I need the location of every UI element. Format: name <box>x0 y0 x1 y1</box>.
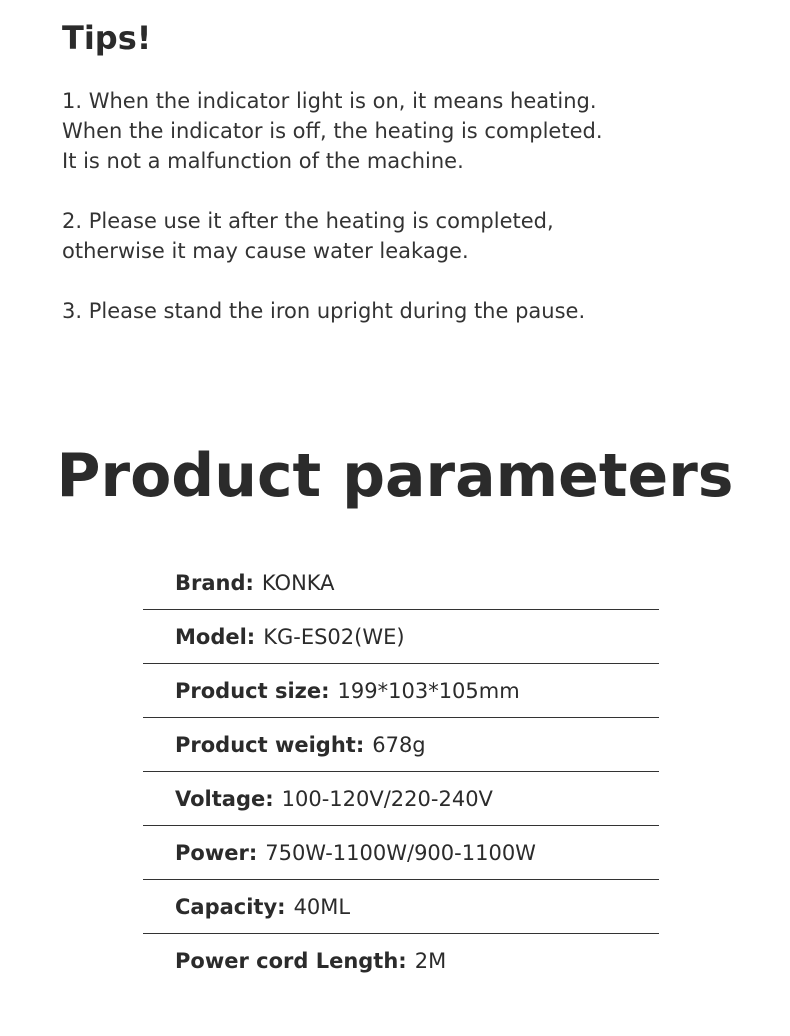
param-label: Power: <box>175 840 258 865</box>
param-row-product-weight <box>143 718 659 772</box>
param-label: Voltage: <box>175 786 274 811</box>
parameters-title: Product parameters <box>56 441 734 511</box>
tip-1-line-2: When the indicator is off, the heating is completed. <box>62 119 603 143</box>
tips-body <box>62 86 762 326</box>
param-value: 678g <box>372 732 426 757</box>
parameters-table <box>143 556 659 988</box>
param-label: Capacity: <box>175 894 286 919</box>
tips-title: Tips! <box>62 19 152 57</box>
tip-1-line-3: It is not a malfunction of the machine. <box>62 149 464 173</box>
param-value: 2M <box>414 949 447 973</box>
param-row-brand <box>143 556 659 610</box>
tip-2-line-1: 2. Please use it after the heating is completed, <box>62 209 554 233</box>
tip-spacer <box>62 176 762 206</box>
param-value: 100-120V/220-240V <box>281 786 493 811</box>
param-label: Product weight: <box>175 732 365 757</box>
param-row-model <box>143 610 659 664</box>
tip-2-line-2: otherwise it may cause water leakage. <box>62 239 469 263</box>
tip-3-line-1: 3. Please stand the iron upright during the pause. <box>62 299 586 323</box>
param-value: 199*103*105mm <box>337 678 520 703</box>
param-label: Product size: <box>175 678 330 703</box>
param-label: Brand: <box>175 570 254 595</box>
tip-spacer <box>62 266 762 296</box>
param-row-product-size <box>143 664 659 718</box>
param-value: 750W-1100W/900-1100W <box>265 840 536 865</box>
tip-1-line-1: 1. When the indicator light is on, it means heating. <box>62 89 597 113</box>
param-value: KONKA <box>261 570 335 595</box>
param-row-power-cord-length <box>143 934 659 988</box>
param-row-voltage <box>143 772 659 826</box>
param-row-power <box>143 826 659 880</box>
param-value: KG-ES02(WE) <box>263 624 405 649</box>
param-value: 40ML <box>293 894 351 919</box>
param-label: Power cord Length: <box>175 949 407 973</box>
param-row-capacity <box>143 880 659 934</box>
param-label: Model: <box>175 624 256 649</box>
